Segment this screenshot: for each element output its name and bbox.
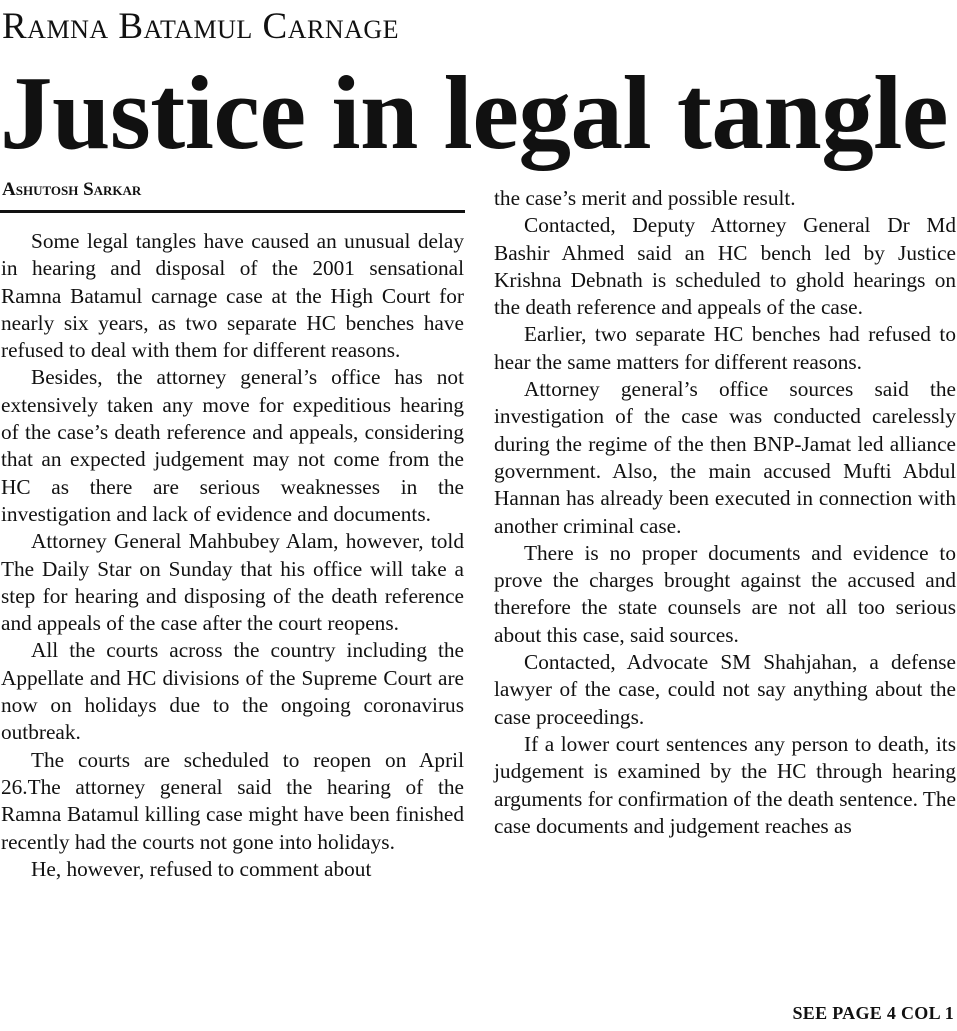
body-paragraph-continued: the case’s merit and possible result. (494, 186, 796, 210)
body-paragraph: He, however, refused to comment about (31, 856, 372, 881)
article-byline: Ashutosh Sarkar (2, 179, 142, 200)
body-paragraph: Contacted, Advocate SM Shahjahan, a defense lawyer of the case, could not say anything about the case proceedings. (494, 650, 956, 729)
byline-divider (0, 210, 465, 213)
body-paragraph: Attorney General Mahbubey Alam, however, told The Daily Star on Sunday that his office will take a step for hearing and disposing of the death reference and appeals of the case after the court reopens. (1, 529, 464, 636)
body-paragraph: Attorney general’s office sources said the investigation of the case was conducted carelessly during the regime of the then BNP-Jamat led alliance government. Also, the main accused Mufti Abdul Hannan has already been executed in connection with another criminal case. (494, 377, 956, 538)
body-paragraph: All the courts across the country including the Appellate and HC divisions of the Supreme Court are now on holidays due to the ongoing coronavirus outbreak. (1, 638, 464, 745)
jump-line: SEE PAGE 4 COL 1 (792, 1003, 954, 1023)
article-column-right (494, 185, 956, 840)
body-paragraph: If a lower court sentences any person to death, its judgement is examined by the HC through hearing arguments for confirmation of the death sentence. The case documents and judgement reaches as (494, 731, 956, 838)
body-paragraph: The courts are scheduled to reopen on April 26.The attorney general said the hearing of the Ramna Batamul killing case might have been finished recently had the courts not gone into holidays. (1, 747, 464, 854)
body-paragraph: Some legal tangles have caused an unusual delay in hearing and disposal of the 2001 sensational Ramna Batamul carnage case at the High Court for nearly six years, as two separate HC benches have refused to deal with them for different reasons. (1, 229, 464, 363)
body-paragraph: There is no proper documents and evidence to prove the charges brought against the accused and therefore the state counsels are not all too serious about this case, said sources. (494, 540, 956, 647)
body-paragraph: Contacted, Deputy Attorney General Dr Md Bashir Ahmed said an HC bench led by Justice Krishna Debnath is scheduled to ghold hearings on the death reference and appeals of the case. (494, 213, 956, 320)
body-paragraph: Earlier, two separate HC benches had refused to hear the same matters for different reasons. (494, 322, 956, 374)
body-paragraph: Besides, the attorney general’s office has not extensively taken any move for expeditious hearing of the case’s death reference and appeals, considering that an expected judgement may not come from the HC as there are serious weaknesses in the investigation and lack of evidence and documents. (1, 365, 464, 526)
article-kicker: Ramna Batamul Carnage (2, 6, 400, 47)
article-headline: Justice in legal tangle (0, 54, 949, 171)
article-column-left (1, 228, 464, 883)
